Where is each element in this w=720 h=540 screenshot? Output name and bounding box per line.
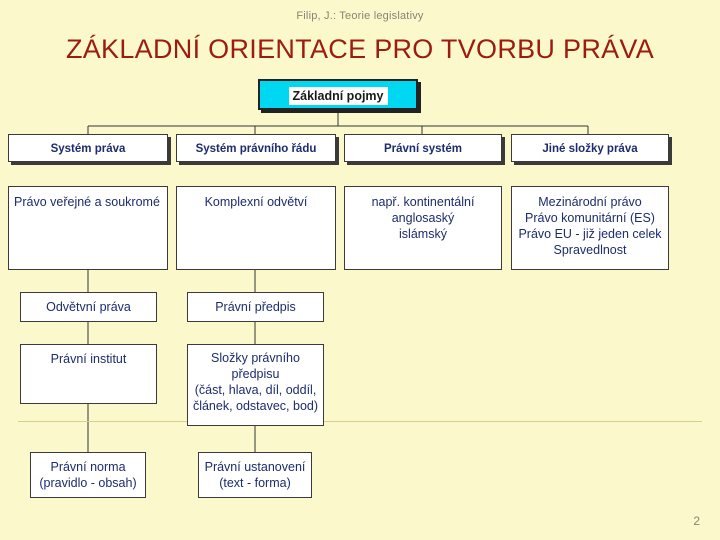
box-text: Komplexní odvětví [204,195,308,209]
box-text: Právní předpis [215,300,296,314]
regulation-components-box [187,344,324,426]
complex-branch-box [176,186,336,270]
box-text: Odvětvní práva [46,300,131,314]
divider-line [18,421,702,422]
box-text: článek, odstavec, bod) [192,399,319,413]
box-text: Právo EU - již jeden celek [518,227,662,241]
other-components-box [511,186,669,270]
heading-label: Jiné složky práva [542,143,638,155]
legal-system-examples-box [344,186,502,270]
slide-header: Filip, J.: Teorie legislativy [296,10,424,22]
box-text: Právo veřejné a soukromé [14,195,160,209]
box-text: (text - forma) [219,476,291,490]
box-text: anglosaský [391,211,455,225]
root-concept-box [258,79,418,110]
heading-label: Systém právního řádu [195,143,317,155]
box-text: Složky právního [211,351,300,365]
legal-institute-box [20,344,157,404]
box-text: (pravidlo - obsah) [39,476,137,490]
box-text: (část, hlava, díl, oddíl, [194,383,317,397]
heading-system-of-law [8,134,168,162]
slide-title: ZÁKLADNÍ ORIENTACE PRO TVORBU PRÁVA [65,34,655,64]
root-concept-label: Základní pojmy [289,87,388,105]
branch-law-box [20,292,157,322]
box-text: Právní norma [50,460,126,474]
box-text: islámský [399,227,447,241]
box-text: Právní institut [50,352,127,366]
box-text: Spravedlnost [553,243,627,257]
heading-legal-system [344,134,502,162]
heading-other-components [511,134,669,162]
box-text: Právo komunitární (ES) [525,211,655,225]
legal-provision-box [198,452,312,498]
heading-label: Právní systém [384,143,462,155]
page-number: 2 [693,514,700,528]
box-text: např. kontinentální [371,195,475,209]
box-text: Právní ustanovení [204,460,306,474]
box-text: předpisu [231,367,280,381]
heading-label: Systém práva [50,143,126,155]
heading-legal-order-system [176,134,336,162]
box-text: Mezinárodní právo [538,195,642,209]
legal-norm-box [30,452,146,498]
legal-regulation-box [187,292,324,322]
public-private-law-box [8,186,168,270]
